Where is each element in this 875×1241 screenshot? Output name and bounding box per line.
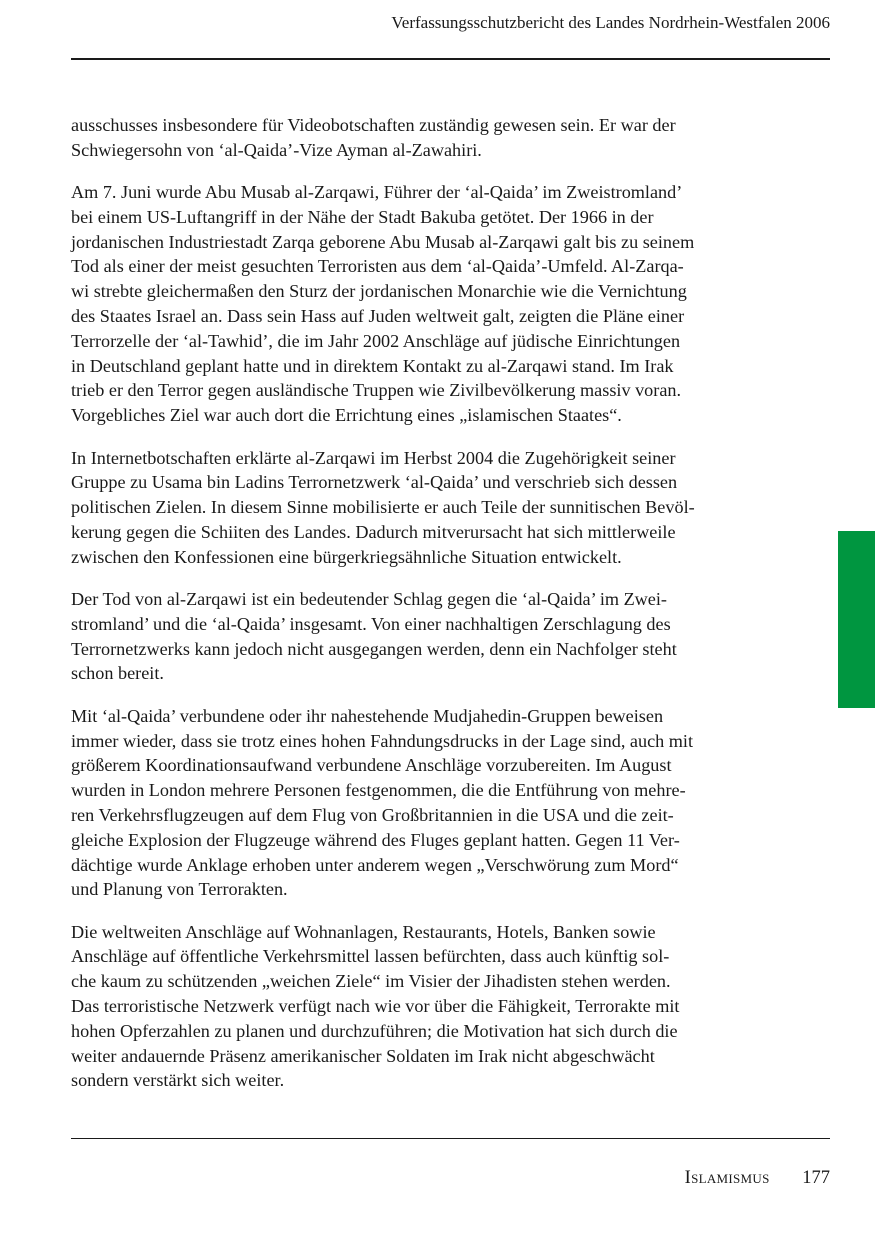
text-line: dächtige wurde Anklage erhoben unter anderem wegen „Verschwörung zum Mord“ [71, 854, 679, 875]
text-line: des Staates Israel an. Dass sein Hass auf Juden weltweit galt, zeigten die Pläne einer [71, 306, 685, 327]
text-line: stromland’ und die ‘al-Qaida’ insgesamt. Von einer nachhaltigen Zerschlagung des [71, 613, 671, 634]
text-line: immer wieder, dass sie trotz eines hohen Fahndungsdrucks in der Lage sind, auch mit [71, 730, 694, 751]
section-name: Islamismus [684, 1168, 770, 1188]
text-line: Vorgebliches Ziel war auch dort die Errichtung eines „islamischen Staates“. [71, 405, 622, 426]
text-line: In Internetbotschaften erklärte al-Zarqawi im Herbst 2004 die Zugehörigkeit seiner [71, 447, 676, 468]
text-line: Terrorzelle der ‘al-Tawhid’, die im Jahr 2002 Anschläge auf jüdische Einrichtungen [71, 330, 681, 351]
running-header: Verfassungsschutzbericht des Landes Nordrhein-Westfalen 2006 [391, 13, 830, 32]
body-text [71, 113, 791, 1111]
paragraph-6 [71, 920, 791, 1094]
paragraph-2 [71, 180, 791, 428]
text-line: Anschläge auf öffentliche Verkehrsmittel lassen befürchten, dass auch künftig sol- [71, 946, 670, 967]
text-line: bei einem US-Luftangriff in der Nähe der Stadt Bakuba getötet. Der 1966 in der [71, 206, 654, 227]
text-line: hohen Opferzahlen zu planen und durchzuführen; die Motivation hat sich durch die [71, 1020, 678, 1041]
text-line: ren Verkehrsflugzeugen auf dem Flug von Großbritannien in die USA und die zeit- [71, 804, 674, 825]
text-line: schon bereit. [71, 663, 164, 684]
text-line: Am 7. Juni wurde Abu Musab al-Zarqawi, Führer der ‘al-Qaida’ im Zweistromland’ [71, 182, 683, 203]
text-line: kerung gegen die Schiiten des Landes. Dadurch mitverursacht hat sich mittlerweile [71, 521, 676, 542]
text-line: größerem Koordinationsaufwand verbundene Anschläge vorzubereiten. Im August [71, 755, 672, 776]
text-line: Die weltweiten Anschläge auf Wohnanlagen, Restaurants, Hotels, Banken sowie [71, 921, 656, 942]
text-line: ausschusses insbesondere für Videobotschaften zuständig gewesen sein. Er war der [71, 115, 676, 135]
text-line: Gruppe zu Usama bin Ladins Terrornetzwerk ‘al-Qaida’ und verschrieb sich dessen [71, 472, 678, 493]
paragraph-5 [71, 704, 791, 902]
text-line: trieb er den Terror gegen ausländische Truppen wie Zivilbevölkerung massiv voran. [71, 380, 682, 401]
footer-rule [71, 1138, 830, 1139]
text-line: Mit ‘al-Qaida’ verbundene oder ihr nahestehende Mudjahedin-Gruppen beweisen [71, 705, 664, 726]
text-line: weiter andauernde Präsenz amerikanischer Soldaten im Irak nicht abgeschwächt [71, 1045, 655, 1066]
text-line: in Deutschland geplant hatte und in direktem Kontakt zu al-Zarqawi stand. Im Irak [71, 355, 674, 376]
paragraph-4 [71, 587, 791, 686]
text-line: Der Tod von al-Zarqawi ist ein bedeutender Schlag gegen die ‘al-Qaida’ im Zwei- [71, 589, 667, 610]
footer [685, 1166, 830, 1190]
header-rule [71, 58, 830, 60]
text-line: wi strebte gleichermaßen den Sturz der jordanischen Monarchie wie die Vernichtung [71, 281, 687, 302]
text-line: Tod als einer der meist gesuchten Terroristen aus dem ‘al-Qaida’-Umfeld. Al-Zarqa- [71, 256, 684, 277]
text-line: Das terroristische Netzwerk verfügt nach wie vor über die Fähigkeit, Terrorakte mit [71, 996, 680, 1016]
paragraph-1 [71, 113, 791, 163]
text-line: zwischen den Konfessionen eine bürgerkriegsähnliche Situation entwickelt. [71, 546, 622, 567]
text-line: gleiche Explosion der Flugzeuge während des Fluges geplant hatten. Gegen 11 Ver- [71, 829, 680, 850]
text-line: und Planung von Terrorakten. [71, 879, 288, 900]
text-line: jordanischen Industriestadt Zarqa geborene Abu Musab al-Zarqawi galt bis zu seinem [71, 231, 695, 252]
text-line: Schwiegersohn von ‘al-Qaida’-Vize Ayman al-Zawahiri. [71, 139, 482, 160]
text-line: sondern verstärkt sich weiter. [71, 1070, 285, 1091]
text-line: politischen Zielen. In diesem Sinne mobilisierte er auch Teile der sunnitischen Bevöl- [71, 497, 695, 518]
text-line: wurden in London mehrere Personen festgenommen, die die Entführung von mehre- [71, 780, 686, 801]
paragraph-3 [71, 446, 791, 570]
page-number: 177 [802, 1168, 830, 1188]
text-line: Terrornetzwerks kann jedoch nicht ausgegangen werden, denn ein Nachfolger steht [71, 638, 677, 659]
section-color-tab [838, 531, 875, 708]
text-line: che kaum zu schützenden „weichen Ziele“ im Visier der Jihadisten stehen werden. [71, 971, 671, 992]
